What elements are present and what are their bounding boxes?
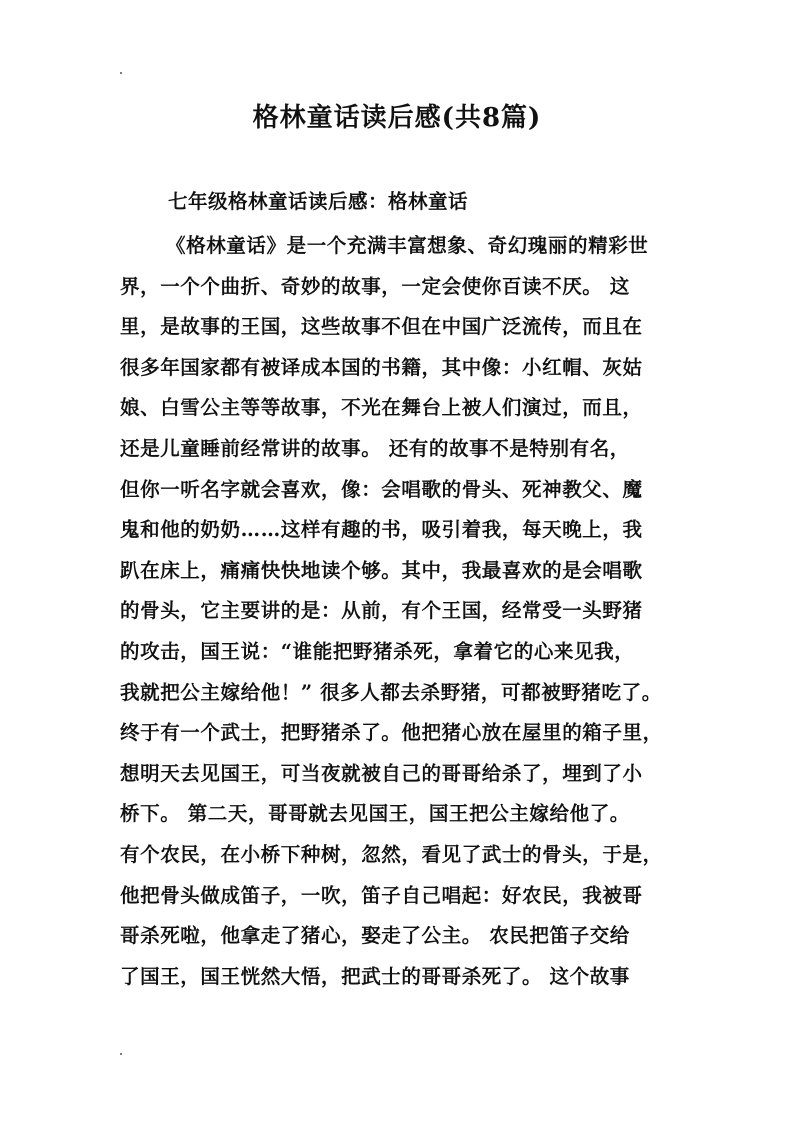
text-line: 《格林童话》是一个充满丰富想象、奇幻瑰丽的精彩世 xyxy=(166,234,649,257)
text-line: 想明天去见国王，可当夜就被自己的哥哥给杀了，埋到了小 xyxy=(120,761,643,785)
section-subtitle: 七年级格林童话读后感：格林童话 xyxy=(168,190,469,213)
document-title: 格林童话读后感(共8篇) xyxy=(252,103,542,133)
page-corner-mark-top xyxy=(120,72,122,74)
text-line: 我就把公主嫁给他！” 很多人都去杀野猪，可都被野猪吃了。 xyxy=(120,680,662,704)
text-line: 的攻击，国王说：“谁能把野猪杀死，拿着它的心来见我， xyxy=(120,639,635,663)
text-line: 的骨头，它主要讲的是：从前，有个王国，经常受一头野猪 xyxy=(120,599,643,623)
text-line: 但你一听名字就会喜欢，像：会唱歌的骨头、死神教父、魔 xyxy=(120,477,643,501)
text-line: 里，是故事的王国，这些故事不但在中国广泛流传，而且在 xyxy=(120,315,643,339)
text-line: 还是儿童睡前经常讲的故事。 还有的故事不是特别有名， xyxy=(120,436,630,460)
text-line: 桥下。 第二天，哥哥就去见国王，国王把公主嫁给他了。 xyxy=(120,802,630,826)
text-line: 了国王，国王恍然大悟，把武士的哥哥杀死了。 这个故事 xyxy=(120,964,630,988)
text-line: 鬼和他的奶奶……这样有趣的书，吸引着我，每天晚上，我 xyxy=(120,518,643,542)
text-line: 哥杀死啦，他拿走了猪心，娶走了公主。 农民把笛子交给 xyxy=(120,924,630,948)
text-line: 界，一个个曲折、奇妙的故事，一定会使你百读不厌。 这 xyxy=(120,274,630,298)
page-corner-mark-bottom xyxy=(120,1053,122,1055)
text-line: 有个农民，在小桥下种树，忽然，看见了武士的骨头，于是， xyxy=(120,842,663,866)
text-line: 娘、白雪公主等等故事，不光在舞台上被人们演过，而且， xyxy=(120,396,643,420)
text-line: 他把骨头做成笛子，一吹，笛子自己唱起：好农民，我被哥 xyxy=(120,883,643,907)
text-line: 终于有一个武士，把野猪杀了。他把猪心放在屋里的箱子里， xyxy=(120,721,663,745)
text-line: 趴在床上，痛痛快快地读个够。其中，我最喜欢的是会唱歌 xyxy=(120,558,643,582)
text-line: 很多年国家都有被译成本国的书籍，其中像：小红帽、灰姑 xyxy=(120,355,643,379)
body-text xyxy=(120,226,680,997)
